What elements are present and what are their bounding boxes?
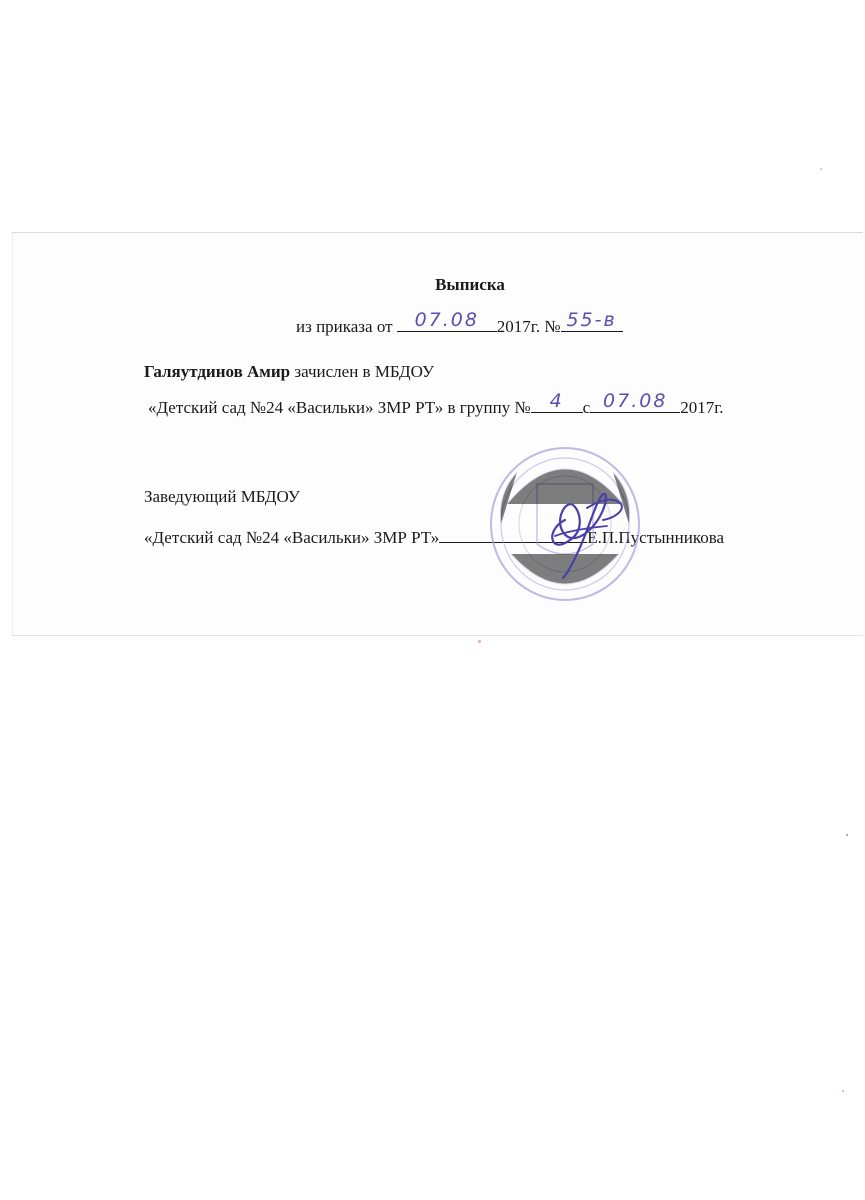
year-end: 2017г. bbox=[680, 398, 724, 417]
order-number-field bbox=[561, 309, 623, 332]
order-year: 2017г. № bbox=[496, 317, 561, 336]
from-date-field bbox=[590, 390, 680, 413]
scan-speck bbox=[820, 168, 822, 170]
handwritten-signature bbox=[525, 470, 635, 580]
order-prefix: из приказа от bbox=[296, 317, 393, 336]
scan-speck bbox=[846, 834, 848, 836]
signer-position: Заведующий МБДОУ bbox=[144, 487, 300, 506]
enrollment-line-2 bbox=[148, 390, 724, 419]
kindergarten-text: «Детский сад №24 «Васильки» ЗМР РТ» в группу № bbox=[148, 398, 531, 417]
from-text: с bbox=[582, 398, 591, 417]
signer-institution: «Детский сад №24 «Васильки» ЗМР РТ» bbox=[144, 528, 440, 547]
order-date-field bbox=[397, 309, 497, 332]
document-title: Выписка bbox=[435, 275, 505, 294]
order-number-handwritten: 55-в bbox=[566, 309, 617, 331]
signer-name: Е.П.Пустынникова bbox=[587, 528, 725, 547]
group-field bbox=[531, 390, 583, 413]
scan-speck bbox=[478, 640, 481, 643]
scan-speck bbox=[842, 1090, 844, 1092]
child-name: Галяутдинов Амир bbox=[144, 362, 291, 381]
order-date-handwritten: 07.08 bbox=[414, 309, 479, 331]
order-line bbox=[296, 309, 623, 338]
enrolled-text: зачислен в МБДОУ bbox=[294, 362, 435, 381]
group-handwritten: 4 bbox=[549, 390, 564, 412]
enrollment-line-1 bbox=[144, 361, 434, 383]
from-date-handwritten: 07.08 bbox=[603, 390, 668, 412]
